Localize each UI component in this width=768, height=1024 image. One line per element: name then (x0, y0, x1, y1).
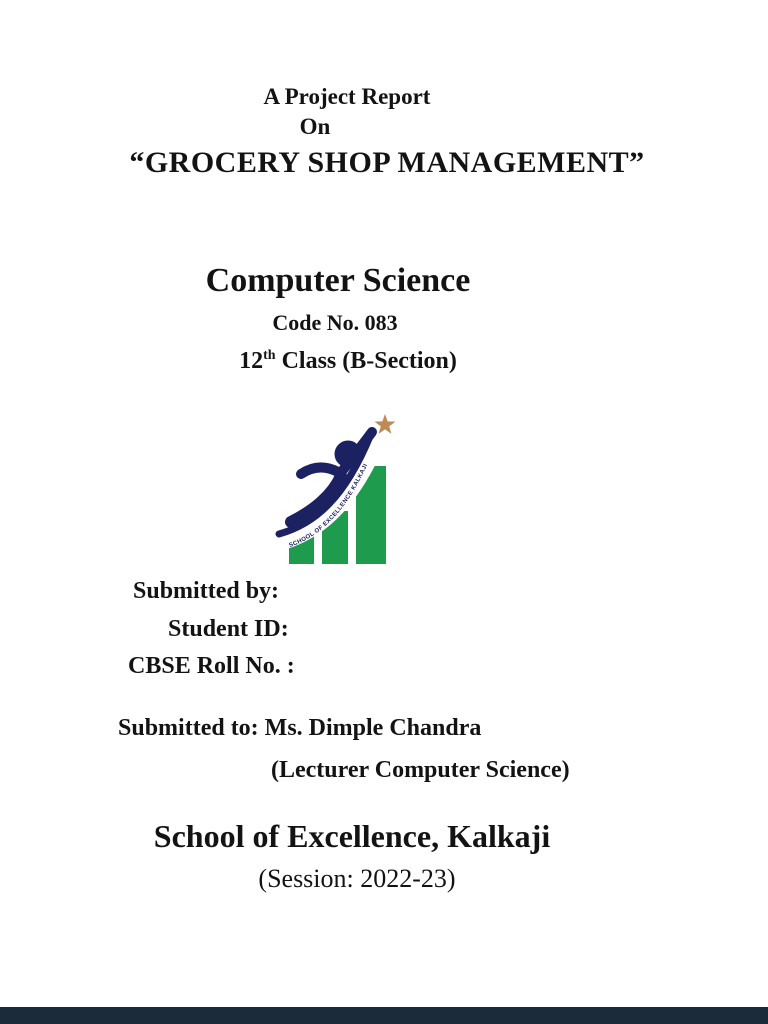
subject-code: Code No. 083 (272, 310, 398, 335)
class-section-text: Class (B-Section) (275, 348, 457, 374)
subject-name: Computer Science (205, 262, 471, 299)
project-title: “GROCERY SHOP MANAGEMENT” (129, 146, 645, 179)
cbse-roll-label: CBSE Roll No. : (128, 653, 295, 679)
school-logo-graphic (281, 412, 405, 570)
class-section-line (0, 348, 732, 375)
viewer-bottom-bar (0, 1007, 768, 1024)
class-number: 12 (239, 348, 264, 374)
class-ordinal-suffix: th (263, 348, 276, 363)
student-id-label: Student ID: (168, 616, 289, 642)
logo-arc-textpath: SCHOOL OF EXCELLENCE KALKAJI (288, 462, 370, 549)
logo-figure-head (335, 441, 362, 468)
session-line: (Session: 2022-23) (258, 864, 456, 893)
lecturer-title-line: (Lecturer Computer Science) (271, 757, 570, 783)
school-logo (281, 412, 405, 570)
submitted-to-line: Submitted to: Ms. Dimple Chandra (118, 715, 482, 741)
submitted-by-label: Submitted by: (133, 578, 280, 604)
logo-figure-left-arm (301, 467, 338, 474)
report-heading-line2: On (299, 114, 331, 139)
star-icon (375, 414, 396, 434)
school-name: School of Excellence, Kalkaji (153, 818, 551, 854)
report-heading-line1: A Project Report (263, 84, 431, 109)
